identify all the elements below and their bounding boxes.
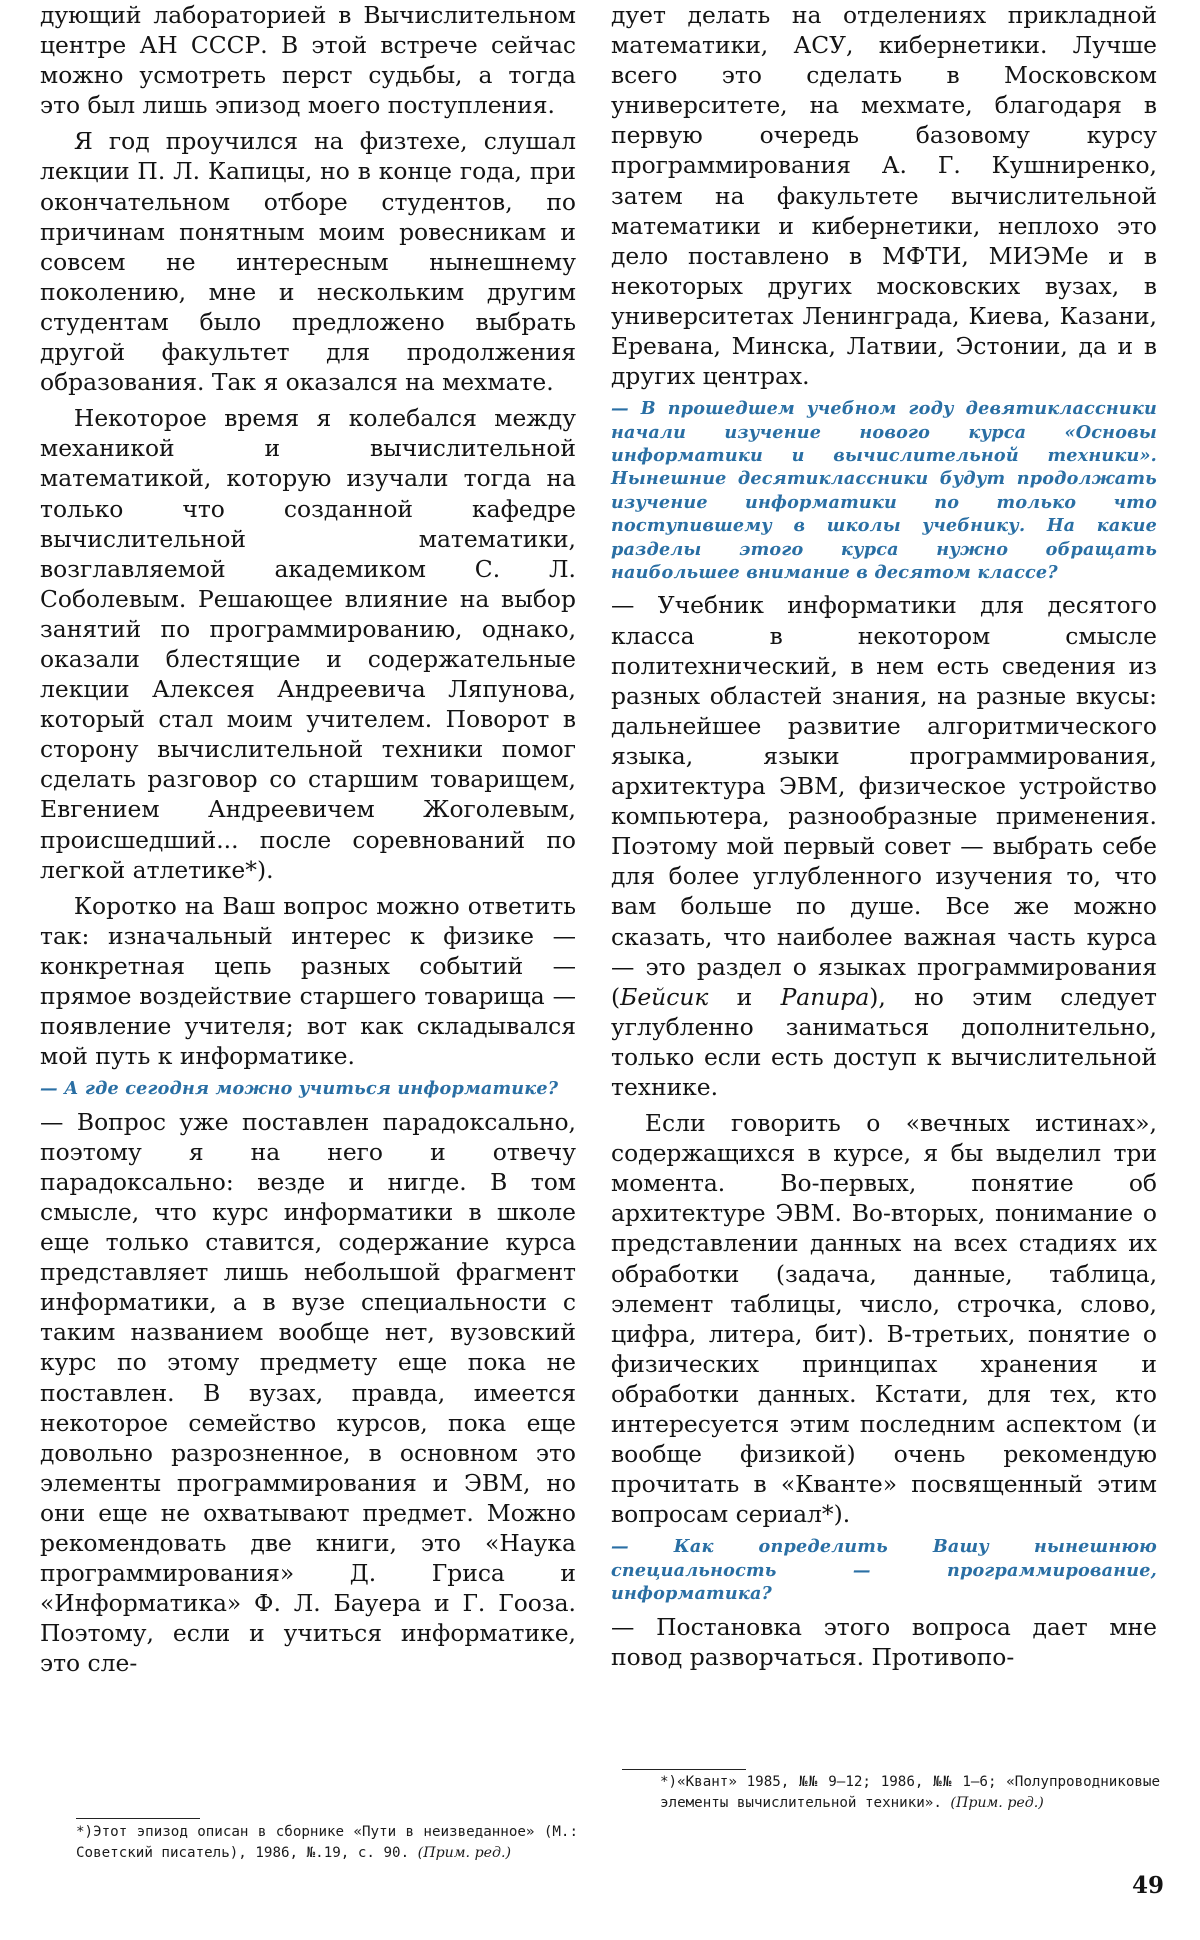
answer-where-to-study: — Вопрос уже поставлен парадоксально, поэтому я на него и отвечу парадоксально: везде и нигде. В том смысле, что курс информатики в школе еще только ставится, содержание курса представляет лишь небольшой фрагмент информатики, а в вузе специальности с таким названием вообще нет, вузовский курс по этому предмету еще пока не поставлен. В вузах, правда, имеется некоторое семейство курсов, пока еще довольно разрозненное, в основном это элементы программирования и ЭВМ, но они еще не охватывают предмет. Можно рекомендовать две книги, это «Наука программирования» Д. Гриса и «Информатика» Ф. Л. Бауера и Г. Гооза. Поэтому, если и учиться информатике, это сле- [40,1107,576,1678]
footnote-right [660,1772,1160,1813]
answer-conjunction: и [708,982,781,1011]
paragraph-lab-head: дующий лабораторией в Вычислительном центре АН СССР. В этой встрече сейчас можно усмотреть перст судьбы, а тогда это был лишь эпизод моего поступления. [40,1,576,120]
paragraph-short-answer: Коротко на Ваш вопрос можно ответить так: изначальный интерес к физике — конкретная цепь разных событий — прямое воздействие старшего товарища — появление учителя; вот как складывался мой путь к информатике. [40,891,576,1071]
question-specialty: — Как определить Вашу нынешнюю специальность — программирование, информатика? [611,1536,1157,1605]
rapira-language: Рапира [780,982,870,1011]
answer-text-start: — Учебник информатики для десятого класса в некотором смысле политехнический, в нем есть сведения из разных областей знания, на разные вкусы: дальнейшее развитие алгоритмического языка, языки программирования, архитектура ЭВМ, физическое устройство компьютера, разнообразные применения. Поэтому мой первый совет — выбрать себе для более углубленного изучения то, что вам больше по душе. Все же можно сказать, что наиболее важная часть курса — это раздел о языках программирования ( [611,591,1157,1011]
answer-specialty: — Постановка этого вопроса дает мне повод разворчаться. Противопо- [611,1612,1157,1671]
answer-text-end: ), но этим следует углубленно заниматься дополнительно, только если есть доступ к вычислительной технике. [611,982,1157,1101]
paragraph-phystech: Я год проучился на физтехе, слушал лекции П. Л. Капицы, но в конце года, при окончательном отборе студентов, по причинам понятным моим ровесникам и совсем не интересным нынешнему поколению, мне и нескольким другим студентам было предложено выбрать другой факультет для продолжения образования. Так я оказался на мехмате. [40,127,576,397]
footnote-left-text: *)Этот эпизод описан в сборнике «Пути в неизведанное» (М.: Советский писатель), 1986, №.19, с. 90. [76,1824,578,1861]
paragraph-departments: дует делать на отделениях прикладной математики, АСУ, кибернетики. Лучше всего это сделать в Московском университете, на мехмате, благодаря в первую очередь базовому курсу программирования А. Г. Кушниренко, затем на факультете вычислительной математики и кибернетики, неплохо это дело поставлено в МФТИ, МИЭМе и в некоторых других московских вузах, в университетах Ленинграда, Киева, Казани, Еревана, Минска, Латвии, Эстонии, да и в других центрах. [611,1,1157,391]
footnote-left [76,1822,578,1863]
footnote-left-editor-note: (Прим. ред.) [417,1844,512,1861]
question-tenth-grade: — В прошедшем учебном году девятиклассники начали изучение нового курса «Основы информатики и вычислительной техники». Нынешние десятиклассники будут продолжать изучение информатики по только что поступившему в школы учебнику. На какие разделы этого курса нужно обращать наибольшее внимание в десятом классе? [611,398,1157,584]
paragraph-eternal-truths: Если говорить о «вечных истинах», содержащихся в курсе, я бы выделил три момента. Во-первых, понятие об архитектуре ЭВМ. Во-вторых, понимание о представлении данных на всех стадиях их обработки (задача, данные, таблица, элемент таблицы, число, строчка, слово, цифра, литера, бит). В-третьих, понятие о физических принципах хранения и обработки данных. Кстати, для тех, кто интересуется этим последним аспектом (и вообще физикой) очень рекомендую прочитать в «Кванте» посвященный этим вопросам сериал*). [611,1109,1157,1529]
paragraph-mechanics-choice: Некоторое время я колебался между механикой и вычислительной математикой, которую изучали тогда на только что созданной кафедре вычислительной математики, возглавляемой академиком С. Л. Соболевым. Решающее влияние на выбор занятий по программированию, однако, оказали блестящие и содержательные лекции Алексея Андреевича Ляпунова, который стал моим учителем. Поворот в сторону вычислительной техники помог сделать разговор со старшим товарищем, Евгением Андреевичем Жоголевым, происшедший... после соревнований по легкой атлетике*). [40,404,576,884]
page-number: 49 [1131,1872,1164,1899]
question-where-to-study: — А где сегодня можно учиться информатике? [40,1078,559,1100]
footnote-divider-left [76,1818,200,1819]
footnote-divider-right [622,1769,746,1770]
footnote-right-text: *)«Квант» 1985, №№ 9—12; 1986, №№ 1—6; «Полупроводниковые элементы вычислительной техники». [660,1774,1160,1811]
right-column [611,0,1157,1678]
footnote-right-editor-note: (Прим. ред.) [950,1794,1044,1811]
basic-language: Бейсик [620,982,709,1011]
left-column [40,0,576,1684]
answer-tenth-grade [611,590,1157,1102]
